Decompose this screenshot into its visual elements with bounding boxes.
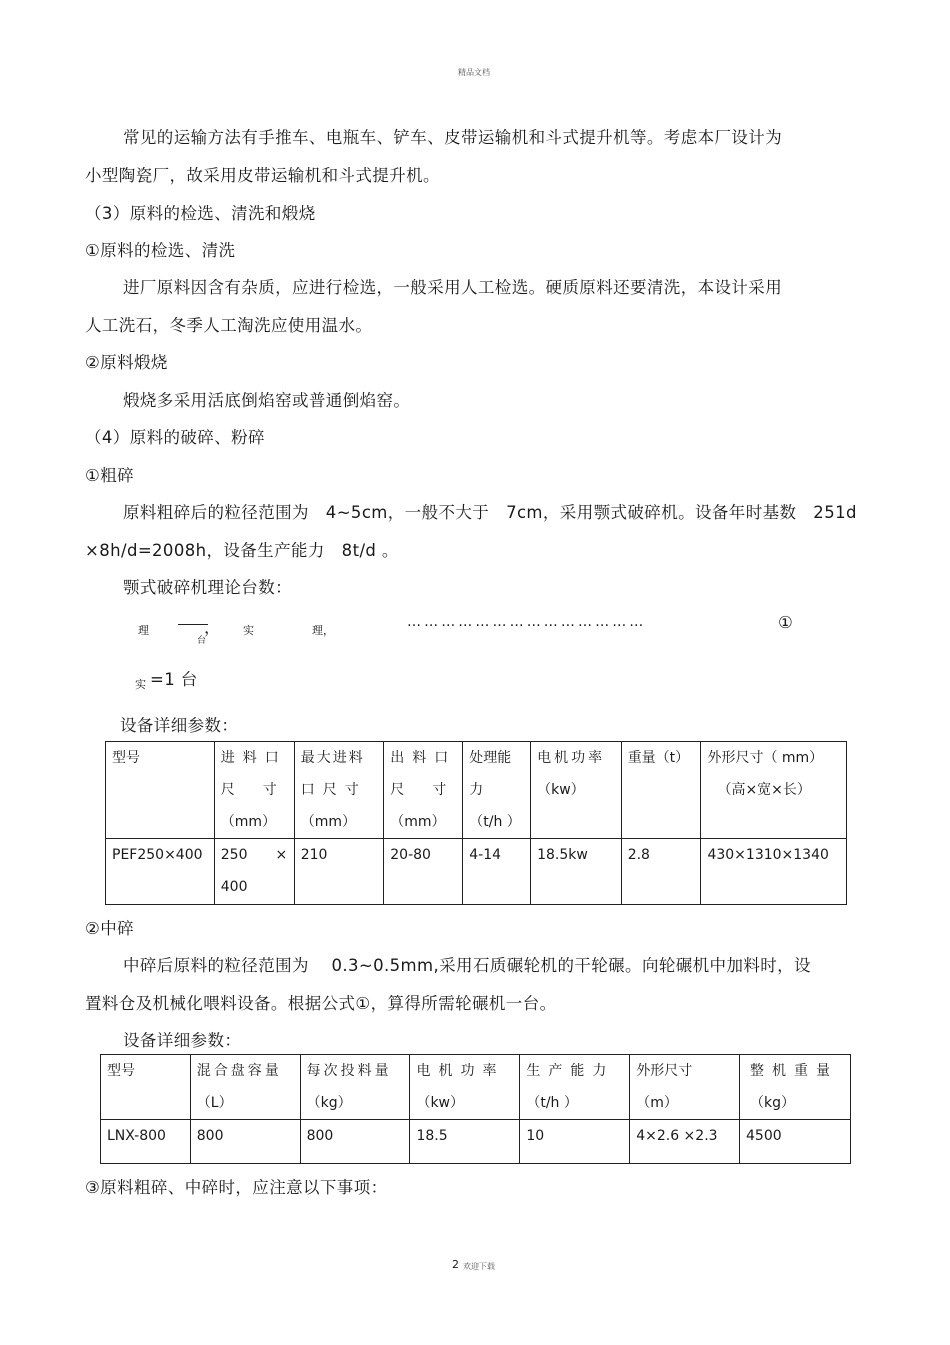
subheading-coarse-crushing: ①粗碎 xyxy=(85,466,134,485)
wheel-mill-spec-table xyxy=(100,1054,851,1164)
subheading-sorting-washing: ①原料的检选、清洗 xyxy=(85,241,236,260)
formula-number: ① xyxy=(778,613,794,632)
formula-li2: 理， xyxy=(312,624,334,637)
paragraph-sorting-line1: 进厂原料因含有杂质，应进行检选，一般采用人工检选。硬质原料还要清洗，本设计采用 xyxy=(123,278,783,297)
cell-dimensions: 430×1310×1340 xyxy=(701,839,847,905)
paragraph-calcination: 煅烧多采用活底倒焰窑或普通倒焰窑。 xyxy=(123,391,411,410)
cell-inlet-size: 250 × 400 xyxy=(214,839,294,905)
cell-weight: 2.8 xyxy=(621,839,701,905)
table-header-row xyxy=(106,742,847,839)
cell-capacity: 10 xyxy=(520,1120,630,1164)
cell-max-inlet: 210 xyxy=(294,839,384,905)
header-weight: 整机重量 （kg） xyxy=(740,1055,851,1120)
paragraph-sorting-line2: 人工洗石，冬季人工淘洗应使用温水。 xyxy=(85,316,373,335)
section-heading-3: （3）原料的检选、清洗和煅烧 xyxy=(85,204,316,223)
paragraph-jaw-crusher-count: 颚式破碎机理论台数： xyxy=(123,578,292,597)
header-dimensions: 外形尺寸（ mm） （高×宽×长） xyxy=(701,742,847,839)
header-capacity: 生产能力 （t/h ） xyxy=(520,1055,630,1120)
header-motor-power: 电机功率 （kw） xyxy=(531,742,622,839)
formula2-shi: 实 xyxy=(135,678,146,691)
header-capacity: 处理能 力 （t/h ） xyxy=(463,742,531,839)
cell-model: LNX-800 xyxy=(101,1120,191,1164)
cell-model: PEF250×400 xyxy=(106,839,215,905)
header-model: 型号 xyxy=(106,742,215,839)
header-inlet-size: 进料口 尺 寸 （mm） xyxy=(214,742,294,839)
table-row xyxy=(101,1120,851,1164)
paragraph-coarse-line2: ×8h/d=2008h，设备生产能力 8t/d 。 xyxy=(85,541,399,560)
formula-tai: 台 xyxy=(197,636,207,646)
header-mixing-capacity: 混合盘容量 （L） xyxy=(190,1055,300,1120)
header-feed-amount: 每次投料量 （kg） xyxy=(300,1055,410,1120)
cell-motor-power: 18.5 xyxy=(410,1120,520,1164)
params-label-1: 设备详细参数： xyxy=(120,716,239,735)
table-row xyxy=(106,839,847,905)
cell-outlet-size: 20-80 xyxy=(384,839,463,905)
header-motor-power: 电机功率 （kw） xyxy=(410,1055,520,1120)
paragraph-medium-line1: 中碎后原料的粒径范围为 0.3~0.5mm,采用石质碾轮机的干轮碾。向轮碾机中加料时，设 xyxy=(123,956,811,975)
subheading-precautions: ③原料粗碎、中碎时，应注意以下事项： xyxy=(85,1178,388,1197)
page-number: 2 xyxy=(452,1258,459,1271)
header-weight: 重量（t） xyxy=(621,742,701,839)
cell-mixing-capacity: 800 xyxy=(190,1120,300,1164)
paragraph-medium-line2: 置料仓及机械化喂料设备。根据公式①，算得所需轮碾机一台。 xyxy=(85,994,557,1013)
footer-text: 欢迎下载 xyxy=(463,1262,495,1271)
cell-weight: 4500 xyxy=(740,1120,851,1164)
paragraph-coarse-line1: 原料粗碎后的粒径范围为 4~5cm，一般不大于 7cm，采用颚式破碎机。设备年时基数 251d xyxy=(123,503,857,522)
formula-leader-dots: …………………………………… xyxy=(407,614,647,630)
cell-capacity: 4-14 xyxy=(463,839,531,905)
table-header-row xyxy=(101,1055,851,1120)
header-max-inlet: 最大进料 口尺寸 （mm） xyxy=(294,742,384,839)
cell-feed-amount: 800 xyxy=(300,1120,410,1164)
section-heading-4: （4）原料的破碎、粉碎 xyxy=(85,428,265,447)
subheading-calcination: ②原料煅烧 xyxy=(85,353,168,372)
cell-dimensions: 4×2.6 ×2.3 xyxy=(630,1120,740,1164)
jaw-crusher-spec-table xyxy=(105,741,847,905)
formula-li: 理 xyxy=(138,624,149,637)
formula-comma: ， xyxy=(204,618,221,637)
formula-shi: 实 xyxy=(243,624,254,637)
paragraph-transport-line1: 常见的运输方法有手推车、电瓶车、铲车、皮带运输机和斗式提升机等。考虑本厂设计为 xyxy=(123,128,783,147)
subheading-medium-crushing: ②中碎 xyxy=(85,919,134,938)
params-label-2: 设备详细参数： xyxy=(123,1031,242,1050)
formula2-result: =1 台 xyxy=(150,670,198,689)
header-dimensions: 外形尺寸 （m） xyxy=(630,1055,740,1120)
paragraph-transport-line2: 小型陶瓷厂，故采用皮带运输机和斗式提升机。 xyxy=(85,166,440,185)
header-model: 型号 xyxy=(101,1055,191,1120)
page-header: 精品文档 xyxy=(458,68,490,77)
cell-motor-power: 18.5kw xyxy=(531,839,622,905)
header-outlet-size: 出料口 尺 寸 （mm） xyxy=(384,742,463,839)
